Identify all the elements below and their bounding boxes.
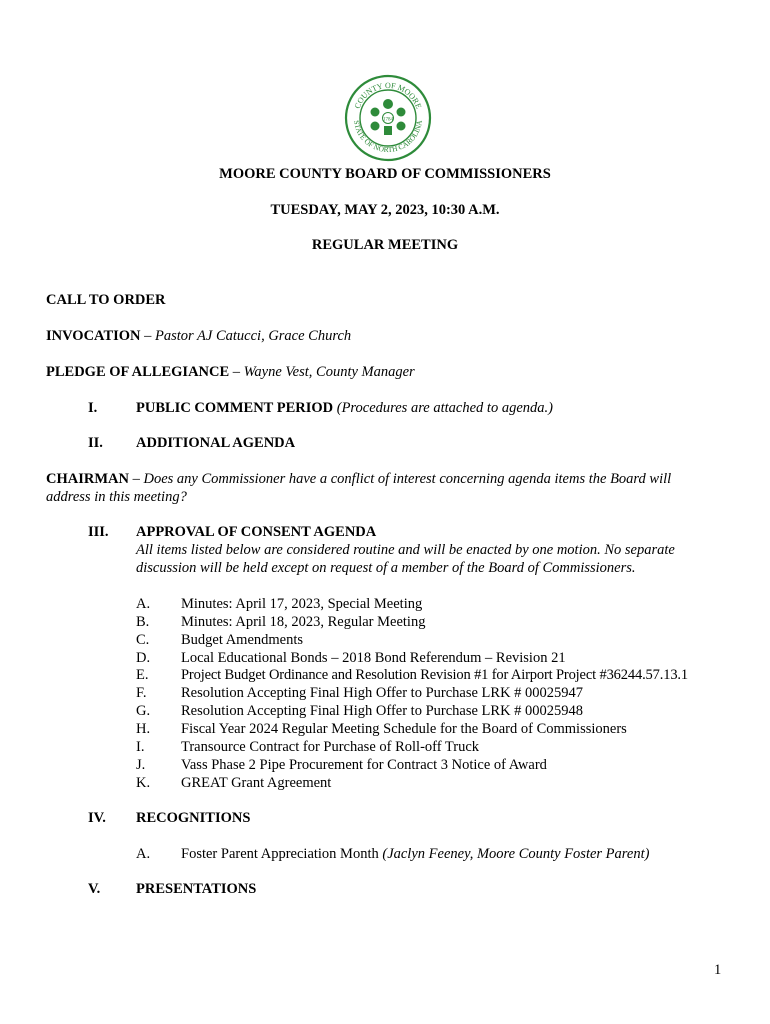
call-to-order: CALL TO ORDER [46,292,166,308]
consent-item: Budget Amendments [181,632,304,648]
recognition-text: Foster Parent Appreciation Month [181,846,379,862]
section-recognitions: RECOGNITIONS [136,810,251,826]
item-letter: C. [136,632,150,648]
item-letter: F. [136,685,147,701]
recognition-item [181,846,649,863]
consent-item: Resolution Accepting Final High Offer to Purchase LRK # 00025948 [181,703,584,719]
invocation-label: INVOCATION [46,328,141,344]
seal-year: 1784 [383,117,393,123]
item-letter: D. [136,650,151,666]
consent-item: Transource Contract for Purchase of Roll-off Truck [181,739,480,755]
consent-item: Minutes: April 17, 2023, Special Meeting [181,596,423,612]
page-number: 1 [714,962,722,978]
recognition-note: (Jaclyn Feeney, Moore County Foster Parent) [378,846,650,862]
meeting-type: REGULAR MEETING [311,237,459,253]
pledge-label: PLEDGE OF ALLEGIANCE [46,364,230,380]
section-title: PUBLIC COMMENT PERIOD [136,400,334,416]
pledge [46,364,415,381]
consent-item: Minutes: April 18, 2023, Regular Meeting [181,614,426,630]
item-letter: I. [136,739,145,755]
county-seal [344,74,432,162]
consent-note-2: discussion will be held except on request of a member of the Board of Commissioners. [136,560,636,576]
chairman-text: – Does any Commissioner have a conflict of interest concerning agenda items the Board will [128,471,672,487]
section-presentations: PRESENTATIONS [136,881,257,897]
invocation [46,328,351,345]
section-additional-agenda: ADDITIONAL AGENDA [136,435,296,451]
section-number: II. [88,435,103,451]
chairman-line-2: address in this meeting? [46,489,187,505]
section-public-comment [136,400,553,417]
section-number: I. [88,400,98,416]
chairman-line-1 [46,471,671,488]
item-letter: A. [136,596,151,612]
board-title: MOORE COUNTY BOARD OF COMMISSIONERS [219,166,551,182]
item-letter: H. [136,721,151,737]
section-number: IV. [88,810,106,826]
section-note: (Procedures are attached to agenda.) [333,400,553,416]
invocation-text: – Pastor AJ Catucci, Grace Church [140,328,352,344]
consent-item: Vass Phase 2 Pipe Procurement for Contract 3 Notice of Award [181,757,547,773]
item-letter: K. [136,775,151,791]
seal-bottom-text: STATE OF NORTH CAROLINA [352,119,424,155]
consent-item: Local Educational Bonds – 2018 Bond Referendum – Revision 21 [181,650,566,666]
item-letter: G. [136,703,151,719]
section-number: III. [88,524,109,540]
section-number: V. [88,881,101,897]
item-letter: J. [136,757,146,773]
consent-item: Resolution Accepting Final High Offer to Purchase LRK # 00025947 [181,685,584,701]
item-letter: A. [136,846,151,862]
consent-item: Fiscal Year 2024 Regular Meeting Schedule for the Board of Commissioners [181,721,627,737]
meeting-date: TUESDAY, MAY 2, 2023, 10:30 A.M. [270,202,500,218]
consent-item: Project Budget Ordinance and Resolution Revision #1 for Airport Project #36244.57.13.1 [181,667,689,683]
pledge-text: – Wayne Vest, County Manager [229,364,415,380]
chairman-label: CHAIRMAN [46,471,129,487]
seal-top-text: COUNTY OF MOORE [352,80,424,110]
item-letter: E. [136,667,149,683]
consent-item: GREAT Grant Agreement [181,775,332,791]
item-letter: B. [136,614,150,630]
section-consent-agenda: APPROVAL OF CONSENT AGENDA [136,524,377,540]
consent-note-1: All items listed below are considered routine and will be enacted by one motion. No separate [136,542,675,558]
